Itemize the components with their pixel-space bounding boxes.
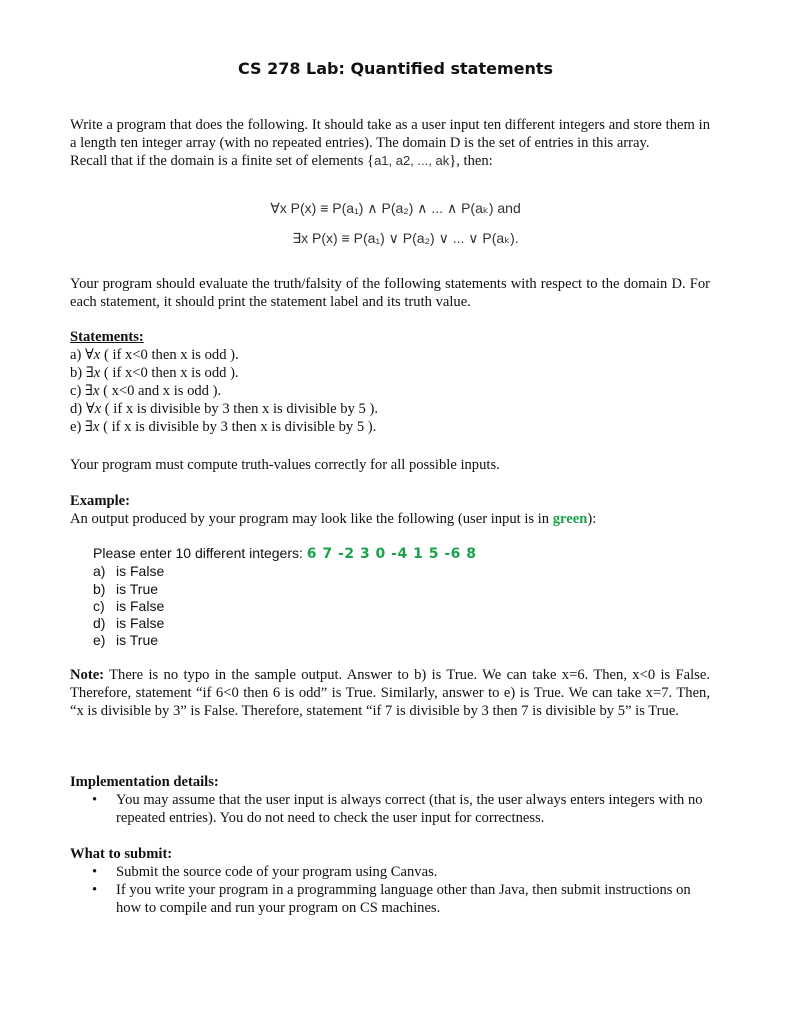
statement-body: ( if x is divisible by 3 then x is divisible by 5 ). xyxy=(103,419,377,435)
statement-quantifier: ∀x xyxy=(85,347,101,363)
submit-list xyxy=(70,863,710,917)
statement-label: e) xyxy=(70,419,82,435)
statement-label: c) xyxy=(70,383,82,399)
green-word: green xyxy=(552,511,588,527)
sample-result-label: d) xyxy=(93,615,106,632)
example-description: An output produced by your program may look like the following (user input is in green): xyxy=(70,511,597,527)
statement-item xyxy=(70,382,710,400)
sample-result-value: is False xyxy=(116,615,165,632)
statement-item xyxy=(70,400,710,418)
note-text: There is no typo in the sample output. Answer to b) is True. We can take x=6. Then, x<0 is False. Therefore, statement “if 6<0 then 6 is odd” is True. Similarly, answer to e) is True. We can take x=7. Then, “x is divisible by 3” is False. Therefore, statement “if 7 is divisible by 3 then 7 is divisible by 5” is True. xyxy=(70,667,710,719)
statement-item xyxy=(70,418,710,436)
submit-heading: What to submit: xyxy=(70,846,173,862)
sample-result-row xyxy=(93,615,477,632)
sample-result-label: b) xyxy=(93,580,106,597)
statement-item xyxy=(70,346,710,364)
sample-results xyxy=(93,563,477,649)
bullet-item xyxy=(70,791,710,827)
statement-quantifier: ∃x xyxy=(85,365,101,381)
example-section xyxy=(70,492,710,528)
sample-result-value: is False xyxy=(116,597,165,614)
sample-result-value: is True xyxy=(116,632,159,649)
implementation-list xyxy=(70,791,710,827)
note-paragraph xyxy=(70,666,710,720)
bullet-item xyxy=(70,863,710,881)
statement-quantifier: ∀x xyxy=(85,401,102,417)
bullet-text: You may assume that the user input is always correct (that is, the user always enters integers with no repeated entries). You do not need to check the user input for correctness. xyxy=(116,792,703,826)
statement-label: b) xyxy=(70,365,83,381)
sample-prompt-line: Please enter 10 different integers: 6 7 -2 3 0 -4 1 5 -6 8 xyxy=(93,545,477,562)
statement-label: a) xyxy=(70,347,82,363)
sample-result-row xyxy=(93,581,477,598)
sample-result-row xyxy=(93,563,477,580)
implementation-heading: Implementation details: xyxy=(70,774,219,790)
implementation-section xyxy=(70,773,710,827)
sample-result-label: e) xyxy=(93,632,106,649)
statement-quantifier: ∃x xyxy=(85,419,100,435)
sample-output xyxy=(93,545,477,650)
bullet-text: If you write your program in a programming language other than Java, then submit instructions on how to compile and run your program on CS machines. xyxy=(116,882,691,916)
bullet-text: Submit the source code of your program using Canvas. xyxy=(116,864,438,880)
intro-paragraph: Write a program that does the following. It should take as a user input ten different integers and store them in a length ten integer array (with no repeated entries). The domain D is the set of entries in this array. xyxy=(70,117,710,151)
bullet-icon: • xyxy=(92,882,98,898)
statements-list xyxy=(70,346,710,436)
statement-quantifier: ∃x xyxy=(85,383,100,399)
statement-item xyxy=(70,364,710,382)
statements-section xyxy=(70,328,710,436)
statement-body: ( if x<0 then x is odd ). xyxy=(103,365,239,381)
intro-section xyxy=(70,116,710,170)
sample-result-label: c) xyxy=(93,597,105,614)
statement-label: d) xyxy=(70,401,83,417)
bullet-icon: • xyxy=(92,864,98,880)
sample-result-value: is False xyxy=(116,563,165,580)
sample-result-row xyxy=(93,598,477,615)
must-compute-text: Your program must compute truth-values correctly for all possible inputs. xyxy=(70,457,500,473)
sample-result-label: a) xyxy=(93,563,106,580)
page-title: CS 278 Lab: Quantified statements xyxy=(237,59,554,78)
note-label: Note: xyxy=(70,667,105,683)
bullet-icon: • xyxy=(92,792,98,808)
statements-heading: Statements: xyxy=(70,329,144,345)
sample-result-row xyxy=(93,632,477,649)
statement-body: ( if x is divisible by 3 then x is divisible by 5 ). xyxy=(104,401,378,417)
recall-line: Recall that if the domain is a finite set of elements {a1, a2, ..., ak}, then: xyxy=(70,153,493,169)
sample-result-value: is True xyxy=(116,580,159,597)
exists-equivalence: ∃x P(x) ≡ P(a₁) ∨ P(a₂) ∨ ... ∨ P(aₖ). xyxy=(292,230,519,246)
submit-section xyxy=(70,845,710,917)
example-heading: Example: xyxy=(70,493,130,509)
sample-user-input: 6 7 -2 3 0 -4 1 5 -6 8 xyxy=(306,546,477,562)
bullet-item xyxy=(70,881,710,917)
domain-set: a1, a2, ..., ak xyxy=(374,153,450,168)
evaluate-paragraph: Your program should evaluate the truth/falsity of the following statements with respect to the domain D. For each statement, it should print the statement label and its truth value. xyxy=(70,276,710,310)
forall-equivalence: ∀x P(x) ≡ P(a₁) ∧ P(a₂) ∧ ... ∧ P(aₖ) and xyxy=(270,200,521,216)
statement-body: ( if x<0 then x is odd ). xyxy=(103,347,239,363)
statement-body: ( x<0 and x is odd ). xyxy=(103,383,222,399)
